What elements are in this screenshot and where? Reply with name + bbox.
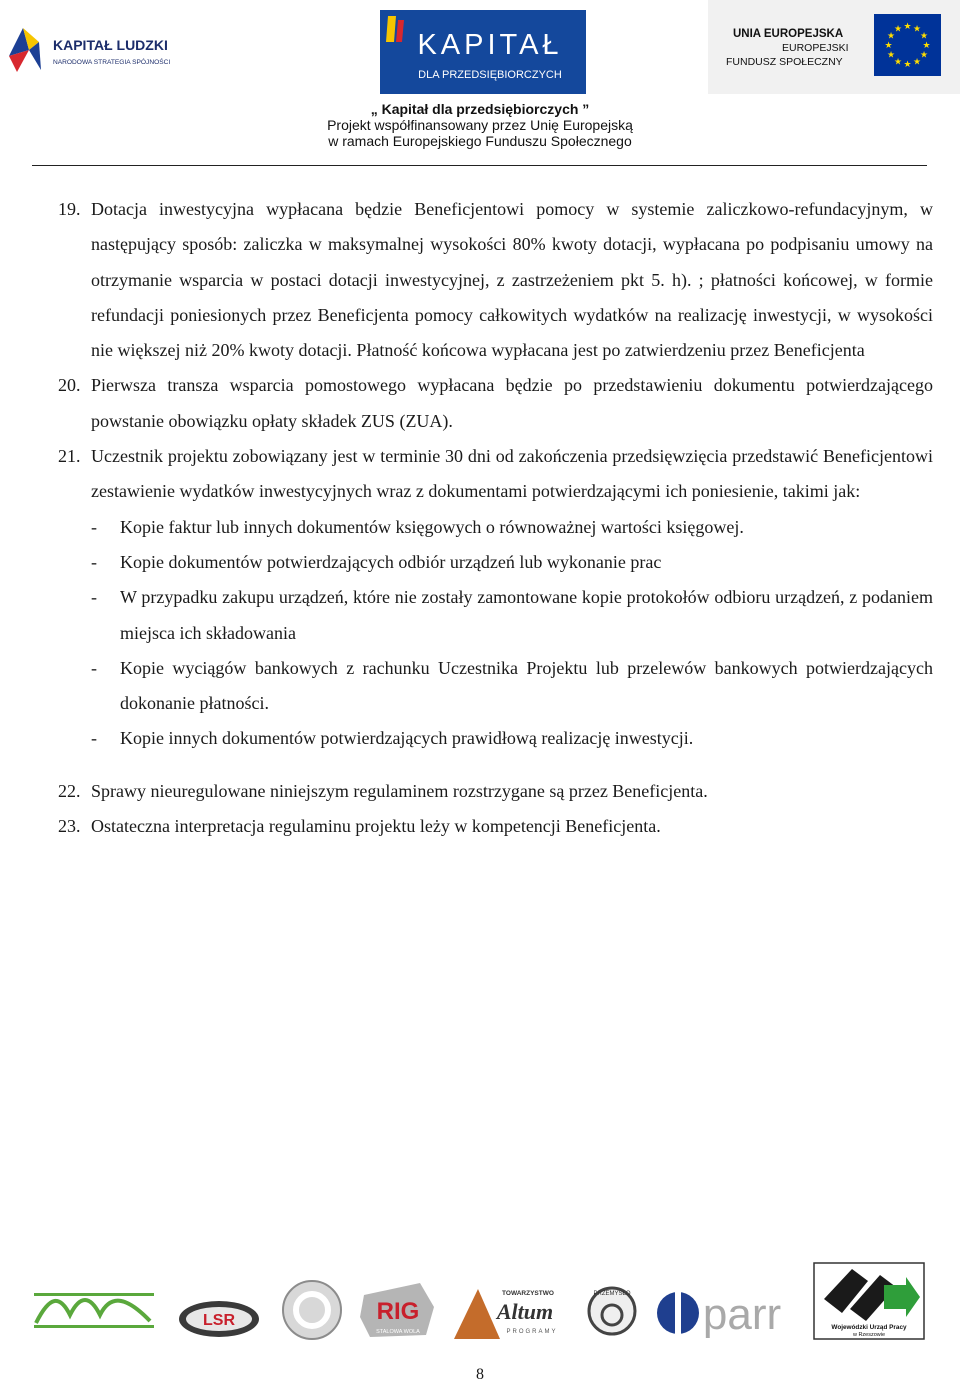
list-item: - W przypadku zakupu urządzeń, które nie zostały zamontowane kopie protokołów odbioru urządzeń, z podaniem miejsca ich składowania xyxy=(91,587,933,643)
rig-text: RIG xyxy=(376,1298,420,1325)
section-number: 23. xyxy=(58,816,81,837)
svg-text:★: ★ xyxy=(912,57,922,68)
section-23 xyxy=(58,809,933,844)
header-divider xyxy=(32,165,927,166)
section-21 xyxy=(58,439,933,510)
svg-text:★: ★ xyxy=(893,24,903,35)
project-title: „ Kapitał dla przedsiębiorczych ” xyxy=(370,101,590,117)
logo-center-line1: KAPITAŁ xyxy=(417,29,563,61)
svg-text:★: ★ xyxy=(886,31,896,42)
lsr-logo xyxy=(179,1301,259,1337)
section-number: 22. xyxy=(58,780,81,801)
list-item: - Kopie dokumentów potwierdzających odbiór urządzeń lub wykonanie prac xyxy=(91,551,662,572)
rig-sub: STALOWA WOLA xyxy=(376,1329,420,1335)
svg-text:★: ★ xyxy=(919,31,929,42)
logo-left-line2: NARODOWA STRATEGIA SPÓJNOŚCI xyxy=(53,59,171,66)
fund-line: w ramach Europejskiego Funduszu Społecznego xyxy=(328,133,632,149)
section-number: 19. xyxy=(58,199,81,219)
section-20 xyxy=(58,368,933,439)
section-19 xyxy=(58,192,933,368)
kapital-ludzki-logo xyxy=(5,20,195,82)
svg-text:★: ★ xyxy=(922,41,931,51)
partner-logos xyxy=(0,1255,960,1345)
header-project-info xyxy=(280,101,680,149)
kapital-dla-przedsiebiorczych-logo xyxy=(380,10,586,94)
logo-right-line1: UNIA EUROPEJSKA xyxy=(733,28,844,40)
altum-sub: PROGRAMY xyxy=(506,1329,558,1335)
document-list xyxy=(58,510,933,757)
section-22 xyxy=(58,774,933,809)
section-number: 20. xyxy=(58,375,81,396)
svg-text:★: ★ xyxy=(903,60,912,70)
document-body xyxy=(58,192,933,844)
svg-text:★: ★ xyxy=(893,57,903,68)
unia-europejska-logo xyxy=(708,0,960,94)
svg-text:★: ★ xyxy=(886,50,896,61)
logo-right-line2: EUROPEJSKI xyxy=(782,42,849,54)
section-text: Dotacja inwestycyjna wypłacana będzie Beneficjentowi pomocy w systemie zaliczkowo-refundacyjnym, w następujący sposób: zaliczka w maksymalnej wysokości 80% kwoty dotacji, wypłacana po podpisaniu umowy na otrzymanie wsparcia w postaci dotacji inwestycyjnej, z zastrzeżeniem pkt 5. h). ; płatności końcowej, w formie refundacji poniesionych przez Beneficjenta pomocy całkowitych wydatków na realizację inwestycji, w wysokości nie większej niż 20% kwoty dotacji. Płatność końcowa wypłacana jest po zatwierdzeniu przez Beneficjenta xyxy=(91,199,933,361)
svg-text:★: ★ xyxy=(884,41,893,51)
svg-text:★: ★ xyxy=(912,24,922,35)
list-item: - Kopie faktur lub innych dokumentów księgowych o równoważnej wartości księgowej. xyxy=(91,516,744,537)
section-number: 21. xyxy=(58,446,81,467)
spacer xyxy=(58,757,933,774)
lsr-text: LSR xyxy=(203,1312,235,1329)
logo-left-line1: KAPITAŁ LUDZKI xyxy=(53,37,168,53)
parr-text: parr xyxy=(702,1290,782,1339)
cofinanced-line: Projekt współfinansowany przez Unię Europejską xyxy=(327,117,633,133)
svg-text:★: ★ xyxy=(903,22,912,32)
wup-line1: Wojewódzki Urząd Pracy xyxy=(831,1324,907,1331)
pg-logo xyxy=(283,1281,341,1339)
przemyslo-logo xyxy=(589,1288,635,1334)
rig-logo xyxy=(360,1283,434,1337)
altum-logo xyxy=(454,1289,558,1339)
svg-text:★: ★ xyxy=(919,50,929,61)
altum-top: TOWARZYSTWO xyxy=(502,1290,554,1297)
lgd-logo xyxy=(34,1293,154,1328)
altum-text: Altum xyxy=(496,1299,554,1324)
page-header xyxy=(0,0,960,170)
list-item: - Kopie wyciągów bankowych z rachunku Uczestnika Projektu lub przelewów bankowych potwierdzających dokonanie płatności. xyxy=(91,657,933,714)
logo-right-line3: FUNDUSZ SPOŁECZNY xyxy=(726,56,843,68)
section-text: Sprawy nieuregulowane niniejszym regulaminem rozstrzygane są przez Beneficjenta. xyxy=(91,780,708,801)
list-item: - Kopie innych dokumentów potwierdzających prawidłową realizację inwestycji. xyxy=(91,728,694,749)
page-number: 8 xyxy=(476,1366,484,1383)
wup-line2: w Rzeszowie xyxy=(852,1332,886,1338)
section-text: Pierwsza transza wsparcia pomostowego wypłacana będzie po przedstawieniu dokumentu potwierdzającego powstanie obowiązku opłaty składek ZUS (ZUA). xyxy=(91,375,933,431)
wup-logo xyxy=(814,1263,924,1339)
section-text: Ostateczna interpretacja regulaminu projektu leży w kompetencji Beneficjenta. xyxy=(91,816,661,837)
parr-logo xyxy=(657,1289,781,1339)
przemyslo-text: PRZEMYSŁO xyxy=(593,1291,631,1297)
section-text: Uczestnik projektu zobowiązany jest w terminie 30 dni od zakończenia przedsięwzięcia przedstawić Beneficjentowi zestawienie wydatków inwestycyjnych wraz z dokumentami potwierdzającymi ich poniesienie, takimi jak: xyxy=(91,446,933,502)
logo-center-line2: DLA PRZEDSIĘBIORCZYCH xyxy=(418,69,562,81)
